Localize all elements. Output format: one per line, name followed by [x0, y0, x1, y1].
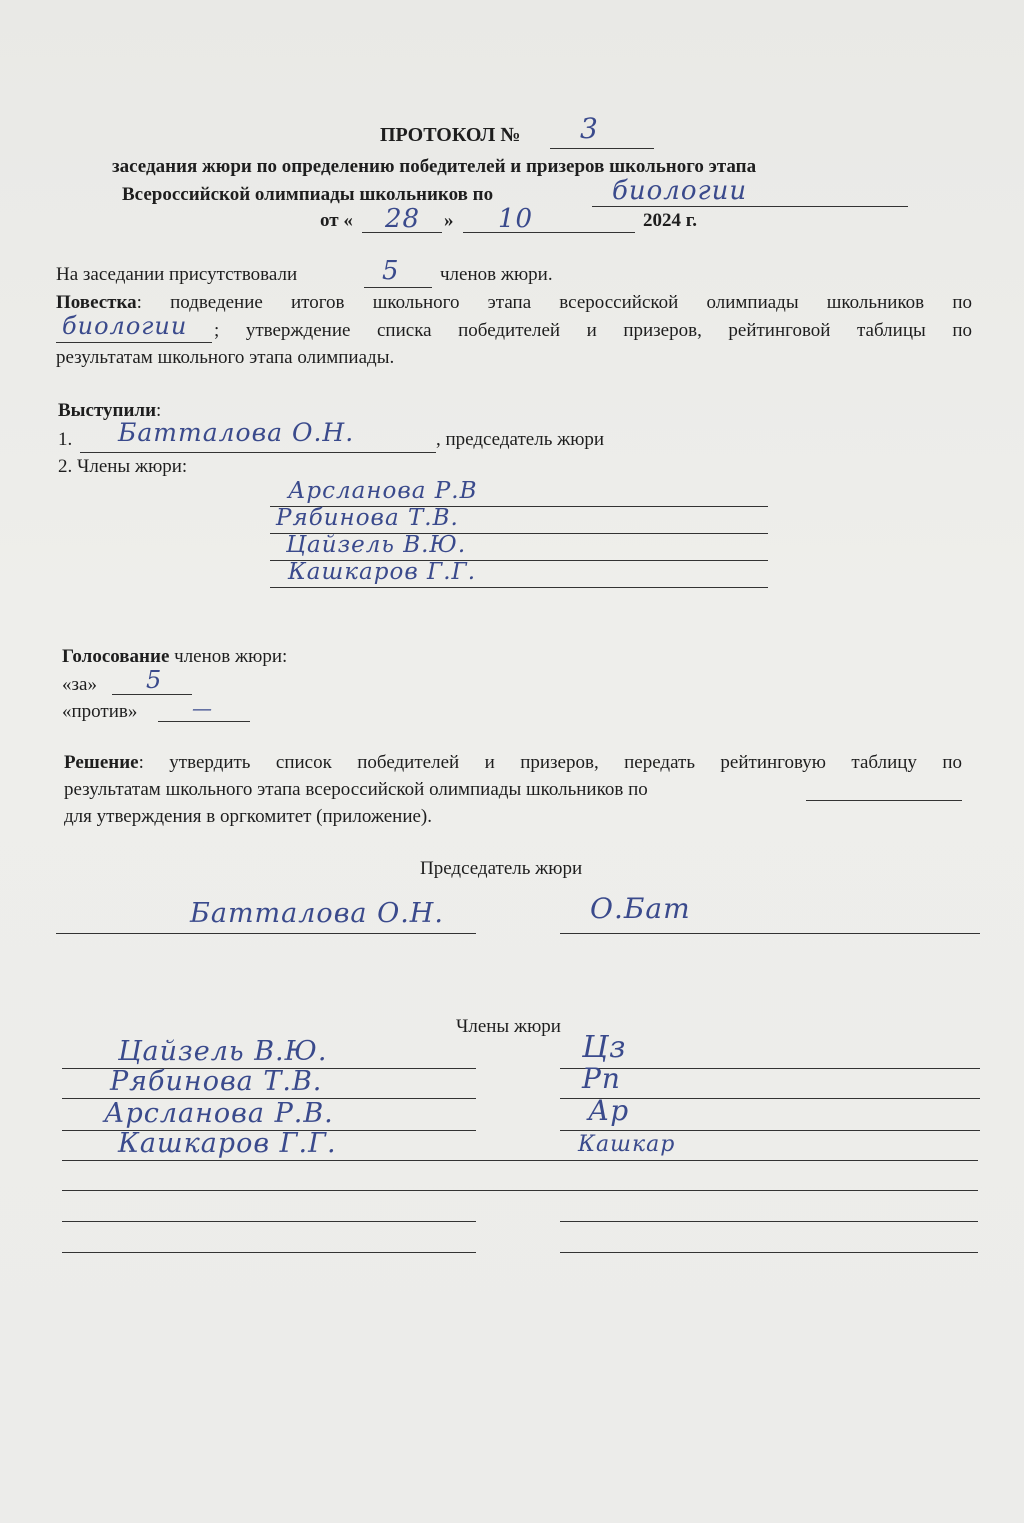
chair-title: Председатель жюри [420, 858, 583, 879]
date-day: 28 [385, 204, 421, 234]
member-sign-name-4: Кашкаров Г.Г. [118, 1128, 337, 1159]
agenda-text1: : подведение итогов школьного этапа всероссийской олимпиады школьников по [136, 292, 972, 313]
decision-text2: результатам школьного этапа всероссийской олимпиады школьников по [64, 779, 648, 800]
attendance-line [364, 287, 432, 288]
decision-line1 [64, 752, 962, 774]
vote-suffix: членов жюри: [169, 646, 288, 667]
decision-text1: : утвердить список победителей и призеров, передать рейтинговую таблицу по [138, 752, 962, 773]
decision-subject-line [806, 800, 962, 801]
blank-line-3a [62, 1252, 476, 1253]
agenda-text2: ; утверждение списка победителей и призеров, рейтинговой таблицы по [214, 320, 972, 341]
title-prefix: ПРОТОКОЛ № [380, 124, 521, 146]
speaker-chair-name: Батталова О.Н. [118, 418, 355, 447]
member-signature-4: Кашкар [578, 1132, 676, 1157]
member-sign-name-2: Рябинова Т.В. [110, 1066, 323, 1097]
member-line-4 [270, 587, 768, 588]
member-signature-line-1 [560, 1068, 980, 1069]
members-title: Члены жюри [456, 1016, 561, 1037]
member-signature-1: Цз [582, 1030, 627, 1065]
vote-for-value: 5 [146, 666, 163, 694]
chair-sign-name: Батталова О.Н. [190, 898, 444, 929]
date-month: 10 [498, 204, 534, 234]
date-year: 2024 г. [643, 210, 697, 231]
member-sign-line-4 [62, 1160, 978, 1161]
chair-name-sign-line [56, 933, 476, 934]
month-line [463, 232, 635, 233]
member-signature-line-3 [560, 1130, 980, 1131]
member-sign-name-1: Цайзель В.Ю. [118, 1036, 328, 1067]
agenda-line1 [56, 292, 972, 314]
date-prefix: от « [320, 210, 353, 231]
header-line2-prefix: Всероссийской олимпиады школьников по [122, 184, 494, 205]
vote-for-line [112, 694, 192, 695]
header-subject: биологии [612, 176, 748, 206]
speaker-chair-role: , председатель жюри [436, 429, 605, 450]
member-signature-2: Рп [582, 1062, 621, 1095]
blank-line-2a [62, 1221, 476, 1222]
chair-signature-line [560, 933, 980, 934]
speaker-member-1: Арсланова Р.В [288, 478, 478, 504]
date-mid: » [444, 210, 454, 231]
speakers-colon: : [156, 400, 162, 421]
vote-for-label: «за» [62, 674, 97, 695]
speakers-label: Выступили [58, 400, 157, 421]
attendance-prefix: На заседании присутствовали [56, 264, 298, 285]
agenda-text3: результатам школьного этапа олимпиады. [56, 347, 395, 368]
speaker-member-4: Кашкаров Г.Г. [288, 559, 477, 585]
member-sign-name-3: Арсланова Р.В. [104, 1098, 334, 1129]
member-signature-3: Ар [588, 1094, 630, 1127]
vote-heading [62, 646, 287, 668]
chair-signature: О.Бат [590, 892, 691, 925]
decision-label: Решение [64, 752, 139, 773]
vote-against-line [158, 721, 250, 722]
speaker-item2: 2. Члены жюри: [58, 456, 188, 477]
agenda-subject: биологии [62, 312, 188, 340]
attendance-count: 5 [382, 256, 400, 286]
header-line1: заседания жюри по определению победителей и призеров школьного этапа [112, 156, 757, 177]
vote-against-label: «против» [62, 701, 138, 722]
agenda-subject-line [56, 342, 212, 343]
speaker-member-3: Цайзель В.Ю. [286, 532, 467, 558]
vote-against-value: — [192, 696, 213, 720]
chair-name-line [80, 452, 436, 453]
decision-text3: для утверждения в оргкомитет (приложение). [64, 806, 433, 827]
agenda-label: Повестка [56, 292, 137, 313]
vote-label: Голосование [62, 646, 170, 667]
blank-line-3b [560, 1252, 978, 1253]
protocol-number-line [550, 148, 654, 149]
protocol-number: 3 [580, 112, 599, 145]
blank-line-2b [560, 1221, 978, 1222]
protocol-title [380, 124, 520, 147]
subject-line [592, 206, 908, 207]
blank-line-1 [62, 1190, 978, 1191]
speaker-member-2: Рябинова Т.В. [276, 505, 459, 531]
speaker-item1-num: 1. [58, 429, 73, 450]
attendance-suffix: членов жюри. [440, 264, 553, 285]
